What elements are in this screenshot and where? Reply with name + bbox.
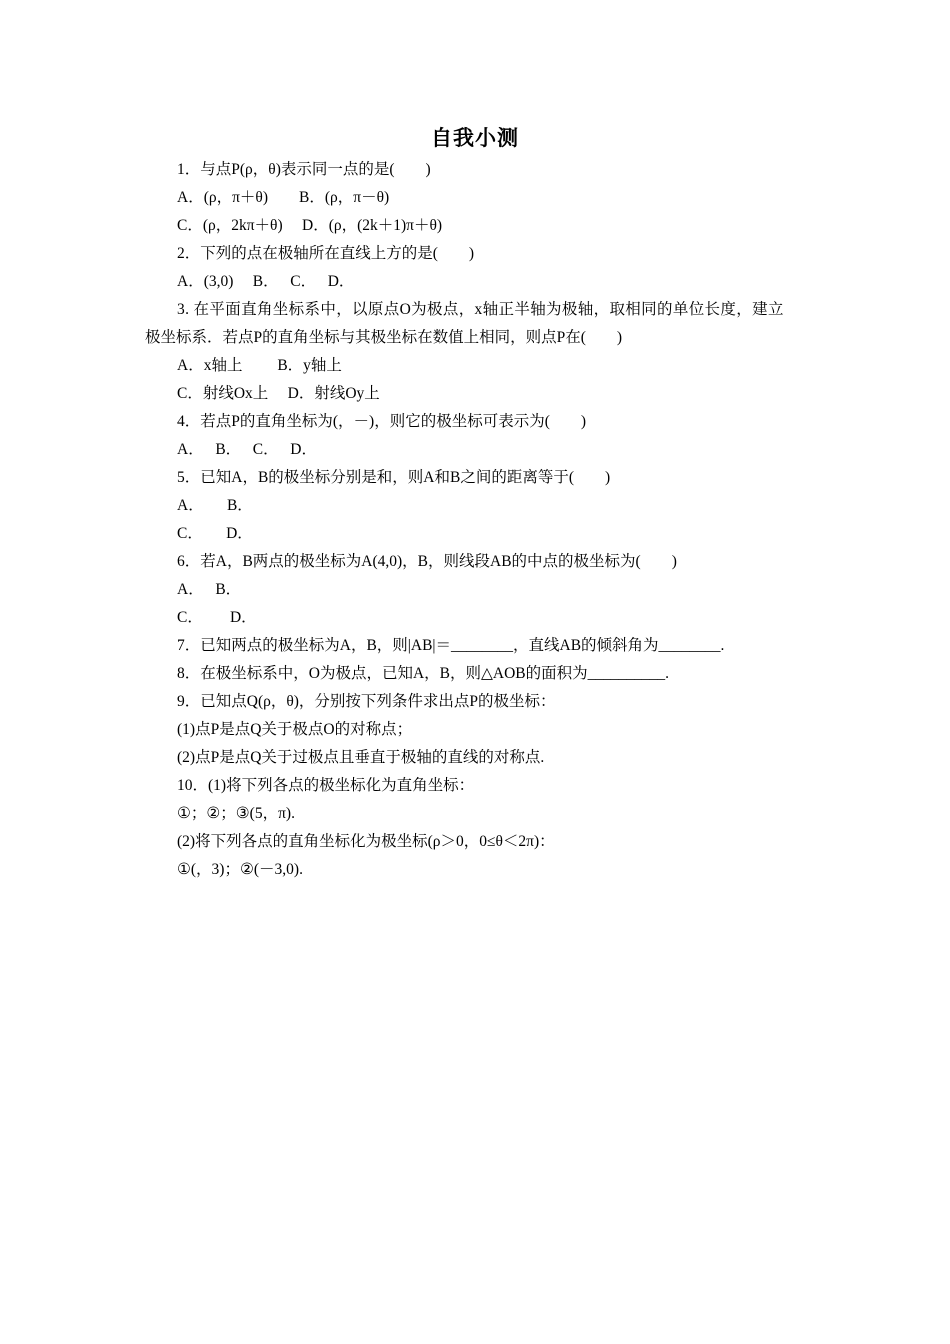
question-5-options-ab: A． B． <box>177 497 253 514</box>
question-3: 3. 在平面直角坐标系中，以原点O为极点，x轴正半轴为极轴，取相同的单位长度，建立 <box>177 301 784 318</box>
question-1-options-ab: A．(ρ，π＋θ) B．(ρ，π－θ) <box>177 189 390 206</box>
question-9: 9．已知点Q(ρ，θ)，分别按下列条件求出点P的极坐标： <box>177 693 556 710</box>
question-1: 1．与点P(ρ，θ)表示同一点的是( ) <box>177 161 431 178</box>
question-2: 2．下列的点在极轴所在直线上方的是( ) <box>177 245 475 262</box>
question-8: 8．在极坐标系中，O为极点，已知A，B，则△AOB的面积为__________. <box>177 665 669 682</box>
question-6-options-cd: C． D． <box>177 609 257 626</box>
question-3-continued: 极坐标系．若点P的直角坐标与其极坐标在数值上相同，则点P在( ) <box>145 329 623 346</box>
question-2-options: A．(3,0) B． C． D． <box>177 273 355 290</box>
question-4-options: A． B． C． D． <box>177 441 317 458</box>
question-10-part-2: (2)将下列各点的直角坐标化为极坐标(ρ＞0，0≤θ＜2π)： <box>177 833 555 850</box>
question-3-options-ab: A．x轴上 B．y轴上 <box>177 357 342 374</box>
question-6-options-ab: A． B． <box>177 581 242 598</box>
question-10-part-1-items: ①；②；③(5，π). <box>177 805 295 822</box>
question-5-options-cd: C． D． <box>177 525 253 542</box>
question-6: 6．若A，B两点的极坐标为A(4,0)，B，则线段AB的中点的极坐标为( ) <box>177 553 677 570</box>
question-10-part-1: 10．(1)将下列各点的极坐标化为直角坐标： <box>177 777 475 794</box>
question-3-options-cd: C．射线Ox上 D．射线Oy上 <box>177 385 380 402</box>
question-9-part-2: (2)点P是点Q关于过极点且垂直于极轴的直线的对称点. <box>177 749 545 766</box>
question-1-options-cd: C．(ρ，2kπ＋θ) D．(ρ，(2k＋1)π＋θ) <box>177 217 443 234</box>
question-9-part-1: (1)点P是点Q关于极点O的对称点； <box>177 721 413 738</box>
question-10-part-2-items: ①(，3)；②(－3,0). <box>177 861 303 878</box>
question-5: 5．已知A，B的极坐标分别是和，则A和B之间的距离等于( ) <box>177 469 611 486</box>
page-title: 自我小测 <box>431 126 519 150</box>
question-7: 7．已知两点的极坐标为A，B，则|AB|＝________，直线AB的倾斜角为________. <box>177 637 725 654</box>
question-4: 4．若点P的直角坐标为(，－)，则它的极坐标可表示为( ) <box>177 413 587 430</box>
